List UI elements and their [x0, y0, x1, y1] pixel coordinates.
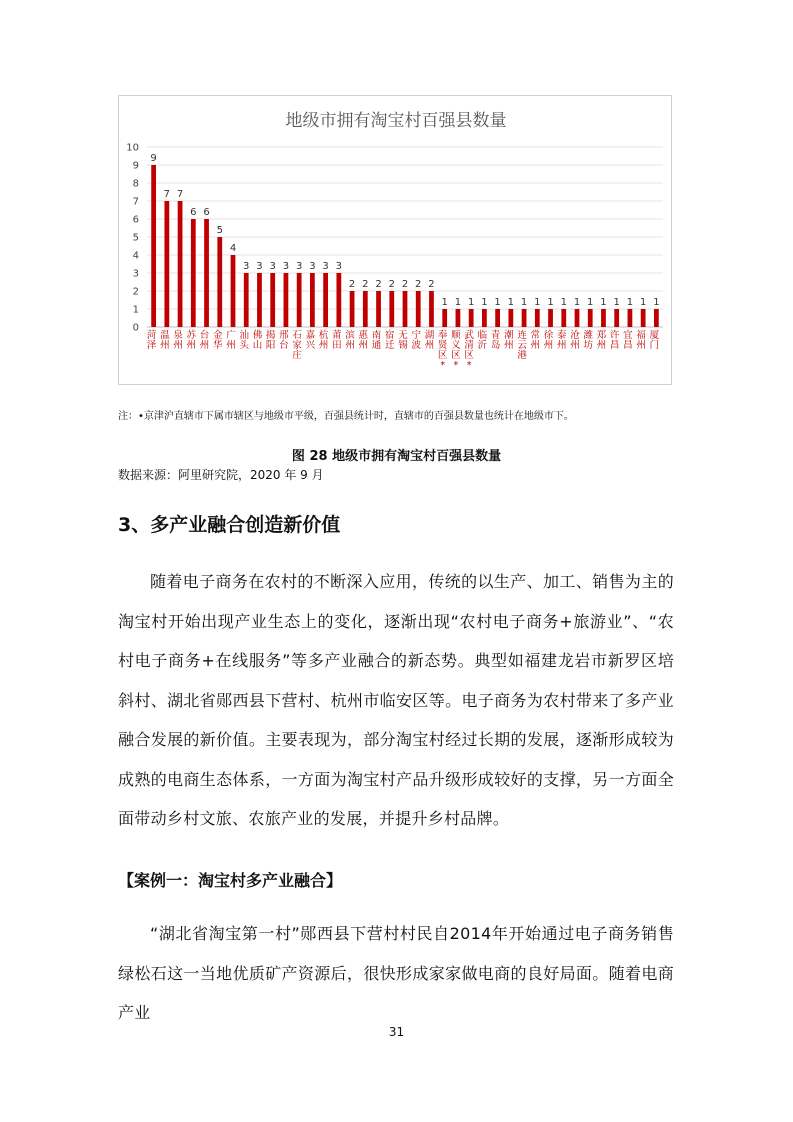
- category-label: 汕头: [239, 330, 249, 351]
- data-label: 3: [322, 261, 329, 272]
- bar: [389, 291, 394, 327]
- category-label: 武清区*: [464, 330, 474, 371]
- bar: [628, 309, 633, 327]
- data-label: 1: [600, 297, 607, 308]
- case-title: 【案例一：淘宝村多产业融合】: [118, 871, 343, 890]
- data-label: 3: [309, 261, 316, 272]
- section-heading: 3、多产业融合创造新价值: [118, 514, 341, 536]
- y-tick-label: 9: [132, 160, 139, 172]
- bar: [231, 255, 236, 327]
- category-label: 厦门: [649, 330, 660, 351]
- chart-container: [118, 95, 672, 385]
- bar: [561, 309, 566, 327]
- data-label: 3: [295, 261, 303, 272]
- data-label: 2: [348, 279, 356, 290]
- data-label: 7: [176, 189, 184, 200]
- data-label: 1: [560, 297, 567, 308]
- bar: [363, 291, 368, 327]
- data-label: 2: [428, 279, 435, 290]
- bar: [416, 291, 421, 327]
- category-label: 泰州: [557, 330, 567, 351]
- data-label: 1: [454, 297, 462, 308]
- category-label: 广州: [226, 330, 236, 351]
- bar: [270, 273, 275, 327]
- category-label: 莆田: [332, 330, 342, 351]
- data-label: 2: [401, 279, 409, 290]
- bar: [350, 291, 355, 327]
- data-label: 1: [613, 297, 620, 308]
- category-label: 常州: [530, 330, 541, 351]
- data-label: 1: [573, 297, 581, 308]
- category-label: 嘉兴: [305, 330, 316, 351]
- category-label: 台州: [199, 330, 210, 351]
- category-label: 杭州: [318, 330, 329, 351]
- body-paragraph: 随着电子商务在农村的不断深入应用，传统的以生产、加工、销售为主的淘宝村开始出现产业生态上的变化，逐渐出现“农村电子商务+旅游业”、“农村电子商务+在线服务”等多产业融合的新态势。典型如福建龙岩市新罗区培斜村、湖北省郧西县下营村、杭州市临安区等。电子商务为农村带来了多产业融合发展的新价值。主要表现为，部分淘宝村经过长期的发展，逐渐形成较为成熟的电商生态体系，一方面为淘宝村产品升级形成较好的支撑，另一方面全面带动乡村文旅、农旅产业的发展，并提升乡村品牌。: [118, 572, 674, 828]
- category-label: 潮州: [504, 330, 514, 351]
- bar: [482, 309, 487, 327]
- bar: [456, 309, 461, 327]
- category-label: 佛山: [252, 330, 263, 351]
- category-label: 顺义区*: [451, 330, 461, 371]
- category-label: 湖州: [424, 330, 435, 351]
- category-label: 奉贤区*: [437, 330, 448, 371]
- category-label: 无锡: [398, 330, 408, 351]
- category-label: 青岛: [490, 330, 501, 351]
- y-tick-label: 2: [132, 286, 139, 298]
- data-label: 1: [481, 297, 488, 308]
- bar: [614, 309, 619, 327]
- data-label: 1: [639, 297, 647, 308]
- data-label: 1: [520, 297, 528, 308]
- category-label: 惠州: [358, 330, 369, 351]
- category-label: 苏州: [186, 330, 197, 351]
- data-label: 1: [467, 297, 475, 308]
- category-label: 宜昌: [623, 330, 633, 351]
- data-label: 3: [256, 261, 263, 272]
- y-tick-label: 6: [132, 214, 139, 226]
- data-label: 1: [534, 297, 541, 308]
- figure-caption: 图 28 地级市拥有淘宝村百强县数量: [291, 449, 502, 464]
- data-label: 5: [216, 225, 223, 236]
- y-tick-label: 5: [132, 232, 139, 244]
- category-label: 宿迁: [385, 330, 395, 351]
- data-label: 2: [375, 279, 382, 290]
- y-tick-label: 8: [132, 178, 139, 190]
- bar: [442, 309, 447, 327]
- y-tick-label: 7: [132, 196, 139, 208]
- bar: [217, 237, 222, 327]
- bar: [257, 273, 262, 327]
- bar: [178, 201, 183, 327]
- bar: [429, 291, 434, 327]
- bar: [588, 309, 593, 327]
- bar: [164, 201, 169, 327]
- category-label: 南通: [371, 330, 382, 351]
- data-label: 6: [190, 207, 197, 218]
- category-label: 菏泽: [146, 330, 157, 351]
- bar: [310, 273, 315, 327]
- data-label: 6: [203, 207, 210, 218]
- category-label: 沧州: [570, 330, 580, 351]
- bar: [601, 309, 606, 327]
- category-label: 福州: [636, 330, 646, 351]
- bar: [151, 165, 156, 327]
- data-label: 1: [494, 297, 501, 308]
- bar-chart: [119, 96, 673, 386]
- category-label: 郑州: [596, 330, 607, 351]
- body-paragraph: “湖北省淘宝第一村”郧西县下营村村民自2014年开始通过电子商务销售绿松石这一当地优质矿产资源后，很快形成家家做电商的良好局面。随着电商产业: [118, 924, 674, 1022]
- category-label: 徐州: [543, 330, 554, 351]
- data-label: 1: [507, 297, 515, 308]
- bar: [548, 309, 553, 327]
- bar: [508, 309, 513, 327]
- y-tick-label: 1: [132, 304, 139, 316]
- category-label: 温州: [160, 330, 170, 351]
- data-label: 1: [441, 297, 448, 308]
- data-label: 1: [587, 297, 594, 308]
- data-label: 2: [388, 279, 395, 290]
- y-tick-label: 3: [132, 268, 139, 280]
- bar: [191, 219, 196, 327]
- category-label: 滨州: [345, 330, 355, 351]
- data-label: 4: [229, 243, 237, 254]
- bar: [336, 273, 341, 327]
- bar: [469, 309, 474, 327]
- category-label: 邢台: [279, 330, 289, 351]
- category-label: 石家庄: [292, 330, 302, 361]
- category-label: 宁波: [411, 330, 421, 351]
- bar: [244, 273, 249, 327]
- y-tick-label: 10: [126, 142, 139, 154]
- data-label: 1: [653, 297, 660, 308]
- category-label: 临沂: [477, 330, 488, 351]
- data-label: 1: [626, 297, 634, 308]
- data-label: 1: [547, 297, 554, 308]
- data-label: 2: [415, 279, 422, 290]
- bar: [535, 309, 540, 327]
- data-source: 数据来源：阿里研究院，2020 年 9 月: [118, 468, 324, 482]
- category-label: 揭阳: [265, 330, 276, 351]
- data-label: 9: [150, 153, 157, 164]
- category-label: 泉州: [173, 330, 183, 351]
- data-label: 2: [362, 279, 369, 290]
- category-label: 许昌: [609, 330, 620, 351]
- y-tick-label: 0: [132, 322, 139, 334]
- bar: [323, 273, 328, 327]
- bar: [575, 309, 580, 327]
- bar: [403, 291, 408, 327]
- bar: [204, 219, 209, 327]
- category-label: 潍坊: [583, 330, 593, 351]
- data-label: 3: [243, 261, 250, 272]
- page-number: 31: [388, 1025, 405, 1039]
- bar: [495, 309, 500, 327]
- data-label: 3: [269, 261, 276, 272]
- y-tick-label: 4: [132, 250, 139, 262]
- bar: [297, 273, 302, 327]
- chart-title: 地级市拥有淘宝村百强县数量: [285, 111, 507, 131]
- bar: [376, 291, 381, 327]
- bar: [654, 309, 659, 327]
- chart-note: 注：•京津沪直辖市下属市辖区与地级市平级，百强县统计时，直辖市的百强县数量也统计在地级市下。: [118, 411, 574, 422]
- bar: [522, 309, 527, 327]
- data-label: 7: [163, 189, 171, 200]
- bar: [641, 309, 646, 327]
- bar: [284, 273, 289, 327]
- data-label: 3: [282, 261, 290, 272]
- data-label: 3: [335, 261, 343, 272]
- category-label: 金华: [213, 330, 223, 351]
- category-label: 连云港: [517, 330, 527, 361]
